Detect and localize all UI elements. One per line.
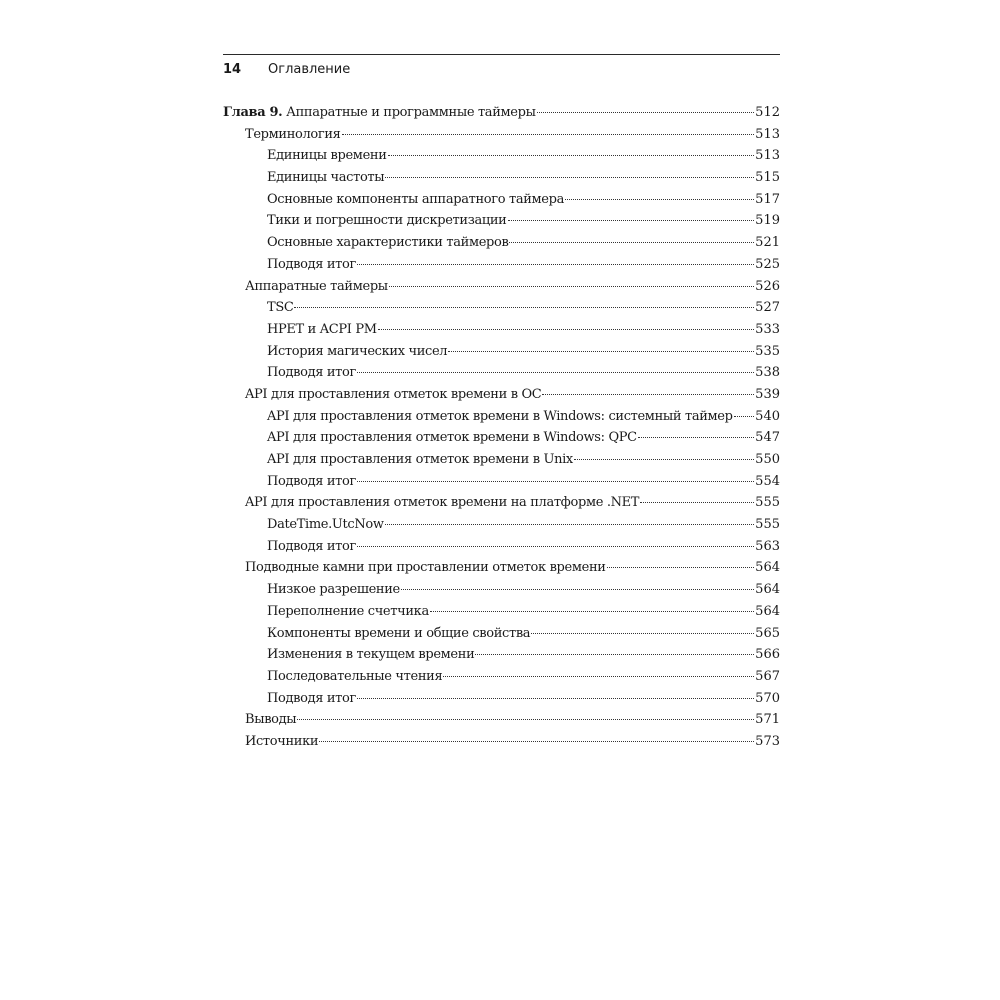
toc-page-number: 539 [755, 386, 780, 402]
toc-page-number: 571 [755, 712, 780, 728]
toc-entry-title [267, 167, 384, 189]
toc-entry-text: Источники [245, 733, 319, 749]
toc-page-number: 550 [755, 452, 780, 467]
toc-page-number: 564 [755, 560, 780, 576]
toc-page-number: 566 [755, 647, 780, 663]
dot-leader [401, 588, 754, 590]
toc-entry-title [245, 276, 388, 298]
toc-entry[interactable] [223, 536, 780, 558]
toc-entry[interactable] [223, 232, 780, 254]
toc-page-number: 535 [755, 343, 780, 359]
dot-leader [342, 133, 755, 135]
dot-leader [638, 436, 754, 438]
dot-leader [357, 480, 754, 482]
dot-leader [531, 632, 754, 634]
toc-entry[interactable] [223, 384, 780, 406]
toc-entry-title [267, 623, 530, 645]
toc-page-number: 519 [755, 213, 780, 229]
toc-entry-title [245, 124, 341, 146]
toc-entry-title [267, 666, 442, 688]
toc-entry-title [267, 297, 293, 319]
toc-entry-title [245, 557, 606, 579]
dot-leader [385, 523, 755, 525]
toc-entry-text: Подводные камни при проставлении отметок времени [245, 560, 606, 576]
toc-entry-text: Терминология [245, 126, 341, 142]
toc-entry-text: Переполнение счетчика [267, 603, 429, 619]
toc-page-number: 515 [755, 170, 780, 186]
toc-entry-title [267, 427, 637, 449]
toc-page-number: 573 [755, 733, 780, 749]
toc-page-number: 517 [755, 191, 780, 207]
toc-page-number: 555 [755, 517, 780, 533]
toc-entry-title [267, 449, 573, 471]
page-number: 14 [223, 62, 242, 77]
toc-entry-text: Аппаратные и программные таймеры [286, 105, 536, 120]
toc-entry[interactable] [223, 709, 780, 731]
dot-leader [508, 219, 755, 221]
toc-entry[interactable] [223, 254, 780, 276]
toc-entry-title [245, 492, 639, 514]
toc-entry-title [267, 406, 733, 428]
dot-leader [319, 740, 754, 742]
toc-entry-text: Выводы [245, 712, 297, 728]
toc-entry-text: Единицы частоты [267, 170, 385, 186]
dot-leader [537, 111, 755, 113]
toc-entry-title [267, 536, 356, 558]
dot-leader [385, 176, 754, 178]
toc-entry-title [267, 579, 400, 601]
toc-entry-title [267, 688, 356, 710]
toc-entry-title [267, 601, 429, 623]
toc-entry[interactable] [223, 427, 780, 449]
dot-leader [448, 350, 754, 352]
dot-leader [430, 610, 754, 612]
toc-entry[interactable] [223, 102, 780, 124]
toc-entry[interactable] [223, 688, 780, 710]
running-head [223, 62, 780, 77]
toc-entry[interactable] [223, 492, 780, 514]
toc-entry[interactable] [223, 167, 780, 189]
toc-page-number: 527 [755, 300, 780, 316]
toc-entry-title [267, 471, 356, 493]
toc-entry[interactable] [223, 406, 780, 428]
toc-entry[interactable] [223, 471, 780, 493]
toc-entry-text: TSC [267, 300, 294, 316]
toc-page-number: 563 [755, 538, 780, 554]
toc-page-number: 565 [755, 625, 780, 641]
toc-entry[interactable] [223, 557, 780, 579]
toc-entry[interactable] [223, 449, 780, 471]
toc-entry[interactable] [223, 297, 780, 319]
toc-entry-text: API для проставления отметок времени на платформе .NET [245, 495, 640, 511]
toc-entry-title [267, 362, 356, 384]
toc-entry[interactable] [223, 731, 780, 753]
toc-entry[interactable] [223, 362, 780, 384]
toc-page-number: 513 [755, 126, 780, 142]
toc-entry-text: API для проставления отметок времени в Unix [267, 452, 573, 467]
toc-entry-text: Подводя итог [267, 538, 356, 554]
toc-entry-text: API для проставления отметок времени в Windows: системный таймер [267, 408, 733, 424]
chapter-label: Глава 9. [223, 105, 283, 120]
toc-page-number: 513 [755, 148, 780, 164]
toc-entry-text: Подводя итог [267, 365, 356, 381]
toc-entry[interactable] [223, 189, 780, 211]
toc-entry-title [245, 384, 541, 406]
toc-page-number: 554 [755, 473, 780, 489]
toc-page-number: 564 [755, 582, 780, 598]
toc-entry-title [267, 514, 384, 536]
toc-entry-text: История магических чисел [267, 343, 448, 359]
dot-leader [357, 371, 754, 373]
dot-leader [565, 198, 754, 200]
toc-entry-text: Единицы времени [267, 148, 387, 164]
toc-entry[interactable] [223, 341, 780, 363]
dot-leader [443, 675, 754, 677]
toc-page-number: 567 [755, 668, 780, 684]
toc-entry-title [267, 341, 447, 363]
toc-entry[interactable] [223, 514, 780, 536]
toc-entry-text: Основные характеристики таймеров [267, 235, 509, 251]
dot-leader [297, 718, 754, 720]
toc-entry-text: Тики и погрешности дискретизации [267, 213, 507, 229]
toc-page-number: 564 [755, 603, 780, 619]
table-of-contents [223, 102, 780, 753]
toc-entry-title [267, 210, 507, 232]
toc-entry-title [267, 254, 356, 276]
dot-leader [378, 328, 754, 330]
dot-leader [542, 393, 754, 395]
toc-entry-title [267, 189, 564, 211]
dot-leader [607, 566, 755, 568]
toc-entry-title [223, 102, 536, 124]
dot-leader [388, 154, 755, 156]
toc-entry-title [267, 319, 377, 341]
dot-leader [294, 306, 754, 308]
toc-entry-text: API для проставления отметок времени в Windows: QPC [267, 430, 637, 446]
toc-page-number: 555 [755, 495, 780, 511]
toc-entry[interactable] [223, 210, 780, 232]
toc-entry-title [245, 731, 318, 753]
toc-page-number: 525 [755, 256, 780, 272]
toc-entry-text: Изменения в текущем времени [267, 647, 475, 663]
toc-entry-text: Подводя итог [267, 690, 356, 706]
dot-leader [509, 241, 754, 243]
toc-entry-text: Основные компоненты аппаратного таймера [267, 191, 565, 207]
toc-entry-text: Низкое разрешение [267, 582, 400, 598]
toc-entry-title [267, 644, 474, 666]
header-rule [223, 54, 780, 55]
book-page [223, 54, 780, 753]
toc-entry[interactable] [223, 276, 780, 298]
toc-page-number: 540 [755, 408, 780, 424]
dot-leader [357, 263, 754, 265]
toc-entry-text: Подводя итог [267, 256, 356, 272]
toc-entry[interactable] [223, 623, 780, 645]
toc-page-number: 521 [755, 235, 780, 251]
toc-entry-title [267, 145, 387, 167]
toc-page-number: 533 [755, 321, 780, 337]
toc-entry-text: API для проставления отметок времени в ОС [245, 386, 542, 402]
toc-entry-text: DateTime.UtcNow [267, 517, 384, 533]
dot-leader [357, 697, 754, 699]
toc-entry[interactable] [223, 319, 780, 341]
dot-leader [357, 545, 754, 547]
toc-entry[interactable] [223, 601, 780, 623]
toc-page-number: 538 [755, 365, 780, 381]
toc-page-number: 547 [755, 430, 780, 446]
toc-entry[interactable] [223, 579, 780, 601]
toc-entry[interactable] [223, 145, 780, 167]
toc-page-number: 512 [755, 105, 780, 120]
section-title: Оглавление [268, 62, 351, 77]
toc-entry-text: HPET и ACPI PM [267, 321, 377, 337]
toc-entry[interactable] [223, 124, 780, 146]
toc-page-number: 570 [755, 690, 780, 706]
toc-entry-text: Аппаратные таймеры [245, 278, 388, 294]
dot-leader [574, 458, 754, 460]
toc-entry-text: Последовательные чтения [267, 668, 443, 684]
dot-leader [640, 501, 754, 503]
toc-entry-text: Подводя итог [267, 473, 356, 489]
toc-entry-text: Компоненты времени и общие свойства [267, 625, 531, 641]
toc-entry-title [267, 232, 508, 254]
dot-leader [389, 285, 754, 287]
toc-entry[interactable] [223, 644, 780, 666]
toc-page-number: 526 [755, 278, 780, 294]
dot-leader [734, 415, 755, 417]
dot-leader [475, 653, 754, 655]
toc-entry[interactable] [223, 666, 780, 688]
toc-entry-title [245, 709, 296, 731]
